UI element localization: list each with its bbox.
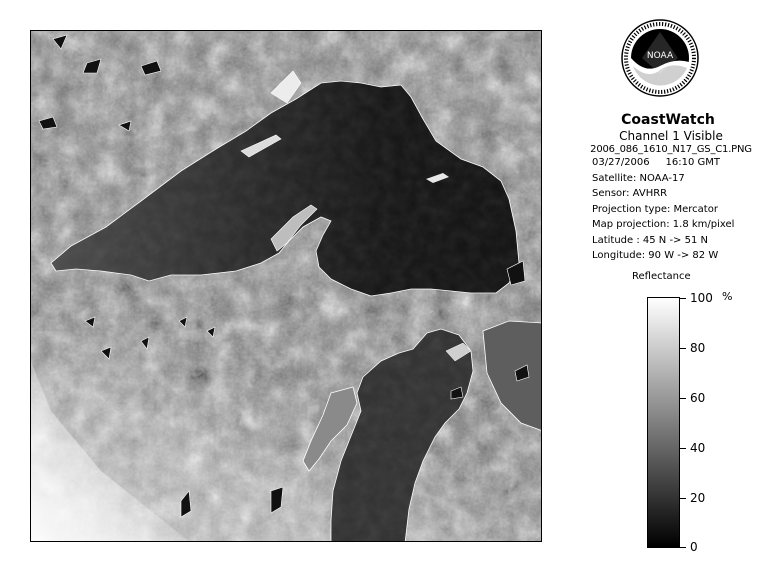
legend-tick-label: 40 [690,441,706,455]
title: CoastWatch [621,112,715,128]
legend-tick-label: 80 [690,341,706,355]
metadata-list [592,155,782,264]
date-time-row [592,155,782,171]
legend-tick [680,448,686,449]
reflectance-scale-bar [647,297,680,548]
legend-tick-label: 20 [690,491,706,505]
time-value: 16:10 GMT [665,157,721,168]
legend-tick [680,547,686,548]
projection-type-row: Projection type: Mercator [592,203,718,215]
legend-tick [680,298,686,299]
legend-tick [680,498,686,499]
noaa-logo-text: NOAA [646,51,674,61]
sensor-row: Sensor: AVHRR [592,188,668,199]
info-panel [560,112,782,264]
map-projection-row: Map projection: 1.8 km/pixel [592,219,735,230]
satellite-scene [31,31,542,542]
date-value: 03/27/2006 [592,157,650,168]
noaa-seal-icon [620,18,700,98]
latitude-row: Latitude : 45 N -> 51 N [592,234,708,246]
filename: 2006_086_1610_N17_GS_C1.PNG [590,144,752,155]
legend-title: Reflectance [632,271,691,282]
legend-tick-label: 60 [690,391,706,405]
legend-unit: % [722,290,733,303]
noaa-logo [620,18,700,98]
longitude-row: Longitude: 90 W -> 82 W [592,250,719,261]
satellite-image [30,30,542,542]
legend-tick [680,398,686,399]
legend-tick-label: 0 [690,540,698,554]
channel-label: Channel 1 Visible [619,129,723,143]
legend-tick [680,348,686,349]
legend-tick-label: 100 [690,291,713,305]
satellite-row: Satellite: NOAA-17 [592,172,685,184]
